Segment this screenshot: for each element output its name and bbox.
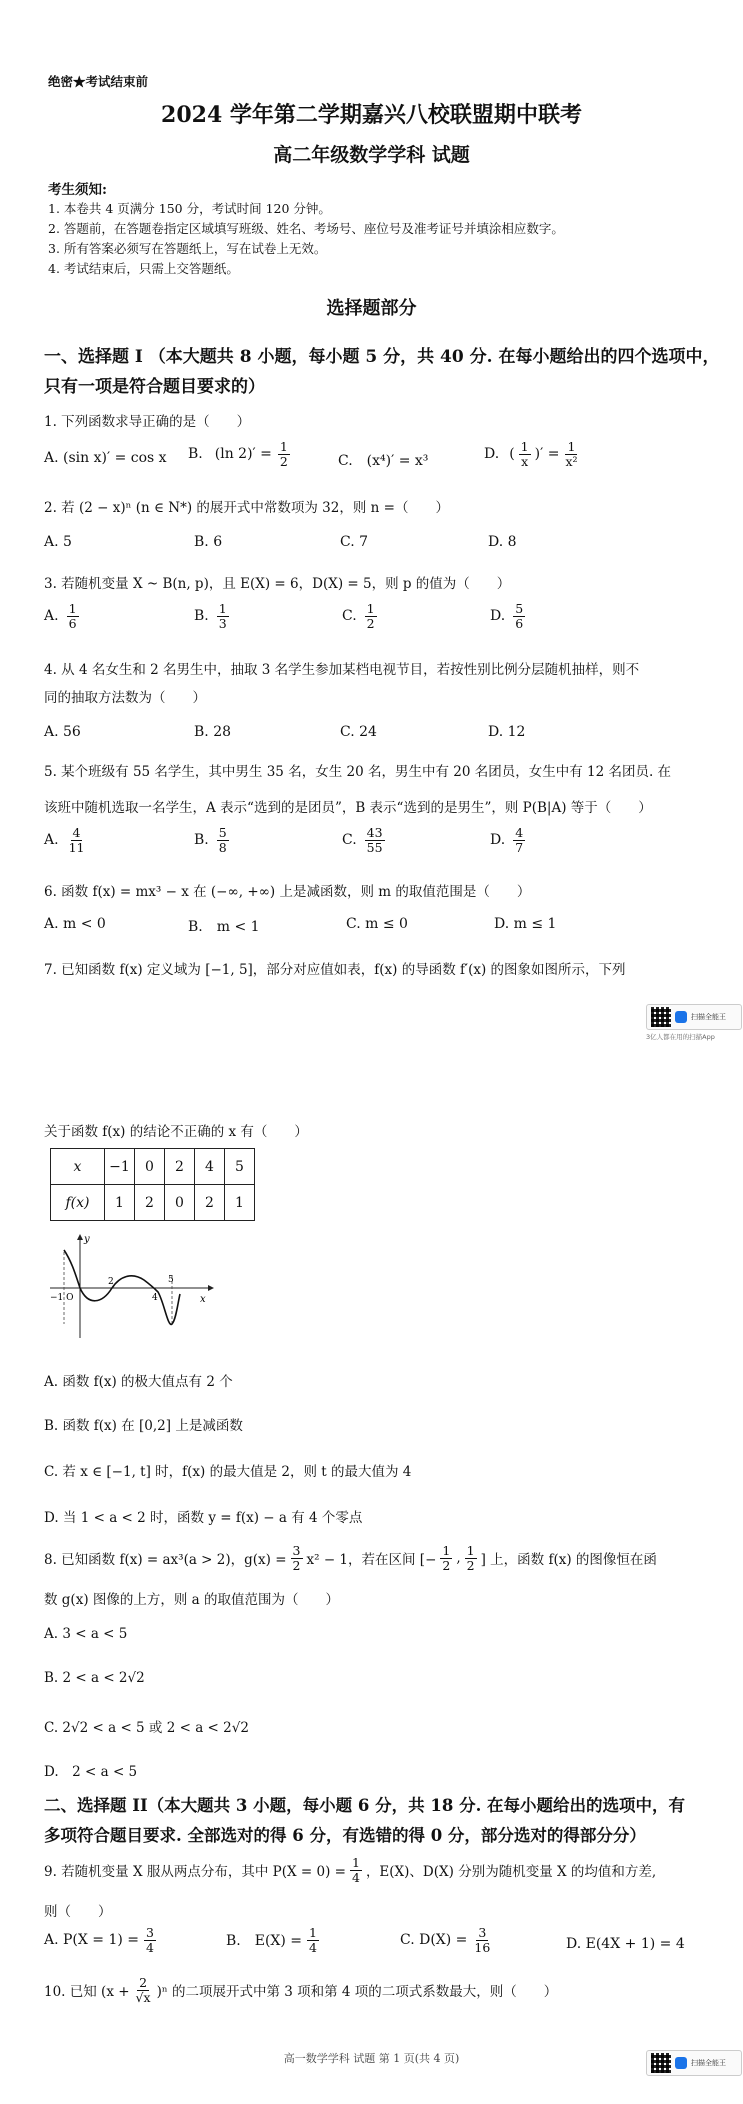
scanner-watermark [646, 1004, 742, 1030]
q9-text: ，E(X)、D(X) 分别为随机变量 X 的均值和方差, [365, 1864, 657, 1881]
section1-line1: 一、选择题 I （本大题共 8 小题，每小题 5 分，共 40 分. 在每小题给出的四个选项中， [44, 347, 720, 367]
q6-stem: 6. 函数 f(x) = mx³ − x 在 (−∞, +∞) 上是减函数，则 m 的取值范围是（ ） [44, 884, 531, 900]
denominator: 16 [474, 1939, 491, 1955]
q9-option-d: D. E(4X + 1) = 4 [566, 1936, 685, 1952]
q4-option-a: A. 56 [44, 724, 81, 740]
denominator: 2 [366, 615, 375, 631]
q7-value-table [50, 1148, 255, 1221]
option-label: A. [44, 608, 59, 625]
q6-option-d: D. m ≤ 1 [494, 916, 557, 932]
notice-item: 2. 答题前，在答题卷指定区域填写班级、姓名、考场号、座位号及准考证号并填涂相应数字。 [48, 221, 564, 236]
q8-interval-fraction [440, 1544, 452, 1573]
denominator: 3 [218, 615, 227, 631]
q1-b-fraction [278, 440, 290, 469]
table-cell: 2 [135, 1185, 165, 1221]
option-fraction [217, 826, 229, 855]
table-cell: 1 [225, 1185, 255, 1221]
numerator: 1 [366, 601, 375, 616]
numerator: 1 [279, 439, 288, 454]
denominator: 4 [309, 1939, 317, 1955]
q8-text: 8. 已知函数 f(x) = ax³(a > 2)，g(x) = [44, 1552, 287, 1569]
table-cell: 4 [195, 1149, 225, 1185]
q4-option-b: B. 28 [194, 724, 232, 740]
y-axis-arrow [77, 1234, 83, 1240]
q8-option-c: C. 2√2 < a < 5 或 2 < a < 2√2 [44, 1720, 249, 1736]
q9-option-b [226, 1926, 321, 1955]
q5-option-a [44, 826, 88, 855]
q7-option-a: A. 函数 f(x) 的极大值点有 2 个 [44, 1374, 233, 1390]
numerator: 2 [139, 1975, 148, 1990]
q1-d-fraction2 [563, 440, 579, 469]
notice-item: 1. 本卷共 4 页满分 150 分，考试时间 120 分钟。 [48, 201, 331, 216]
numerator: 1 [309, 1925, 317, 1940]
graph-tick-4: 4 [152, 1293, 158, 1303]
q5-option-b [194, 826, 231, 855]
q7-line1: 7. 已知函数 f(x) 定义域为 [−1, 5]，部分对应值如表，f(x) 的导函数 f′(x) 的图象如图所示，下列 [44, 962, 626, 978]
q5-line2: 该班中随机选取一名学生，A 表示“选到的是团员”，B 表示“选到的是男生”，则 P(B|A) 等于（ ） [44, 800, 652, 816]
q3-option-c [342, 602, 379, 631]
option-label: D. [490, 832, 506, 849]
q2-option-c: C. 7 [340, 534, 369, 550]
q5-option-d [490, 826, 527, 855]
q3-option-b [194, 602, 231, 631]
numerator: 5 [218, 825, 227, 840]
q2-option-d: D. 8 [488, 534, 517, 550]
table-cell: 0 [165, 1185, 195, 1221]
scanner-logo-icon [675, 1011, 687, 1023]
q3-option-d [490, 602, 527, 631]
q4-line1: 4. 从 4 名女生和 2 名男生中，抽取 3 名学生参加某档电视节目，若按性别比例分层随机抽样，则不 [44, 662, 640, 678]
scanner-brand: 扫描全能王 [691, 1013, 726, 1021]
scanner-tagline: 3亿人都在用的扫描App [646, 1033, 715, 1041]
q1-option-a: A. (sin x)′ = cos x [44, 450, 167, 466]
option-label: C. [342, 832, 357, 849]
page-footer: 高一数学学科 试题 第 1 页(共 4 页) [283, 2052, 460, 2065]
option-label: B. [194, 832, 209, 849]
option-fraction [307, 1926, 319, 1955]
option-fraction [513, 826, 525, 855]
q8-g-fraction [291, 1544, 303, 1573]
q4-line2: 同的抽取方法数为（ ） [44, 690, 206, 706]
option-text: B. E(X) = [226, 1933, 303, 1950]
notice-item: 3. 所有答案必须写在答题纸上，写在试卷上无效。 [48, 241, 327, 256]
option-label: A. [44, 832, 59, 849]
denominator: 2 [466, 1557, 475, 1573]
table-header-fx: f(x) [51, 1185, 105, 1221]
q1-stem: 1. 下列函数求导正确的是（ ） [44, 414, 251, 430]
q9-text: 9. 若随机变量 X 服从两点分布，其中 P(X = 0) = [44, 1864, 346, 1881]
section2-line1: 二、选择题 II（本大题共 3 小题，每小题 6 分，共 18 分. 在每小题给出的选项中，有 [44, 1796, 686, 1815]
denominator: 8 [218, 839, 227, 855]
q8-interval-fraction [465, 1544, 477, 1573]
denominator: 7 [515, 839, 524, 855]
q5-option-c [342, 826, 387, 855]
numerator: 1 [218, 601, 227, 616]
numerator: 3 [292, 1543, 301, 1558]
q1-b-label: B. [188, 446, 203, 463]
denominator: x² [565, 453, 578, 469]
exam-subtitle: 高二年级数学学科 试题 [273, 144, 470, 166]
q8-text: , [456, 1550, 461, 1567]
scanner-watermark-bottom [646, 2050, 742, 2076]
numerator: 1 [567, 439, 576, 454]
option-label: D. [490, 608, 506, 625]
q9-option-c [400, 1926, 494, 1955]
notice-heading: 考生须知: [48, 182, 107, 198]
q4-option-d: D. 12 [488, 724, 526, 740]
q1-option-b [188, 440, 292, 469]
q1-d-expr1: ( [509, 446, 515, 463]
part-title: 选择题部分 [326, 298, 417, 319]
graph-label-y: y [84, 1234, 90, 1245]
q7-line2: 关于函数 f(x) 的结论不正确的 x 有（ ） [44, 1124, 308, 1140]
q8-line2: 数 g(x) 图像的上方，则 a 的取值范围为（ ） [44, 1592, 340, 1608]
scanner-logo-icon [675, 2057, 687, 2069]
numerator: 1 [68, 601, 77, 616]
graph-label-x: x [200, 1294, 206, 1305]
q9-line1 [44, 1856, 656, 1885]
q10-text: 10. 已知 (x + [44, 1984, 130, 2001]
q7-option-c: C. 若 x ∈ [−1, t] 时，f(x) 的最大值是 2，则 t 的最大值为 4 [44, 1464, 412, 1480]
option-fraction [472, 1926, 492, 1955]
option-text: A. P(X = 1) = [44, 1932, 140, 1949]
table-cell: 0 [135, 1149, 165, 1185]
q1-d-fraction1 [519, 440, 531, 469]
denominator: 2 [442, 1557, 451, 1573]
option-fraction [217, 602, 229, 631]
table-cell: 2 [165, 1149, 195, 1185]
denominator: √x [135, 1989, 151, 2005]
q1-d-expr2: )′ = [534, 446, 560, 463]
q2-option-a: A. 5 [44, 534, 72, 550]
q1-b-expr: (ln 2)′ = [214, 446, 272, 463]
numerator: 43 [366, 825, 383, 840]
table-cell: 5 [225, 1149, 255, 1185]
q1-d-label: D. [484, 446, 500, 463]
table-row [51, 1149, 255, 1185]
q4-option-c: C. 24 [340, 724, 377, 740]
derivative-curve [64, 1250, 180, 1324]
section1-line2: 只有一项是符合题目要求的） [44, 377, 265, 397]
numerator: 1 [466, 1543, 475, 1558]
option-text: C. D(X) = [400, 1932, 468, 1949]
section2-line2: 多项符合题目要求. 全部选对的得 6 分，有选错的得 0 分，部分选对的得部分分） [44, 1826, 646, 1845]
numerator: 1 [520, 439, 529, 454]
x-axis-arrow [208, 1285, 214, 1291]
secret-label: 绝密★考试结束前 [48, 74, 149, 89]
denominator: 2 [292, 1557, 301, 1573]
derivative-graph [48, 1232, 218, 1342]
q2-option-b: B. 6 [194, 534, 223, 550]
q3-stem: 3. 若随机变量 X ~ B(n, p)，且 E(X) = 6，D(X) = 5，则 p 的值为（ ） [44, 576, 511, 592]
numerator: 1 [442, 1543, 451, 1558]
q5-line1: 5. 某个班级有 55 名学生，其中男生 35 名，女生 20 名，男生中有 20 名团员，女生中有 12 名团员. 在 [44, 764, 672, 780]
table-cell: 1 [105, 1185, 135, 1221]
table-cell: −1 [105, 1149, 135, 1185]
q8-text: x² − 1，若在区间 [− [306, 1552, 437, 1569]
numerator: 5 [515, 601, 524, 616]
table-row [51, 1185, 255, 1221]
q6-option-a: A. m < 0 [44, 916, 106, 932]
numerator: 3 [478, 1925, 487, 1940]
numerator: 4 [515, 825, 524, 840]
graph-tick-2: 2 [108, 1277, 114, 1287]
q7-option-d: D. 当 1 < a < 2 时，函数 y = f(x) − a 有 4 个零点 [44, 1510, 363, 1526]
q9-line2: 则（ ） [44, 1904, 112, 1920]
denominator: 6 [68, 615, 77, 631]
q6-option-b: B. m < 1 [188, 919, 260, 935]
option-label: C. [342, 608, 357, 625]
denominator: 4 [146, 1939, 154, 1955]
option-fraction [513, 602, 525, 631]
denominator: 55 [366, 839, 383, 855]
q7-option-b: B. 函数 f(x) 在 [0,2] 上是减函数 [44, 1418, 243, 1434]
q3-option-a [44, 602, 81, 631]
table-cell: 2 [195, 1185, 225, 1221]
denominator: 6 [515, 615, 524, 631]
denominator: 11 [68, 839, 85, 855]
option-fraction [67, 602, 79, 631]
q6-option-c: C. m ≤ 0 [346, 916, 408, 932]
qr-code-icon [651, 1007, 671, 1027]
numerator: 1 [351, 1855, 360, 1870]
q8-line1 [44, 1544, 657, 1573]
table-header-x: x [51, 1149, 105, 1185]
qr-code-icon [651, 2053, 671, 2073]
q10-text: )ⁿ 的二项展开式中第 3 项和第 4 项的二项式系数最大，则（ ） [156, 1984, 558, 2001]
denominator: 2 [279, 453, 288, 469]
q10-fraction [134, 1976, 153, 2005]
q8-option-b: B. 2 < a < 2√2 [44, 1670, 145, 1686]
option-fraction [365, 602, 377, 631]
q1-option-d [484, 440, 582, 469]
q2-stem: 2. 若 (2 − x)ⁿ (n ∈ N*) 的展开式中常数项为 32，则 n =（ ） [44, 500, 449, 516]
graph-label-origin: −1 O [50, 1293, 74, 1303]
q9-p-fraction [350, 1856, 362, 1885]
denominator: 4 [351, 1869, 360, 1885]
option-fraction [365, 826, 385, 855]
denominator: x [521, 453, 529, 469]
scanner-brand: 扫描全能王 [691, 2059, 726, 2067]
q9-option-a [44, 1926, 158, 1955]
q8-option-d: D. 2 < a < 5 [44, 1764, 138, 1780]
graph-tick-5: 5 [168, 1275, 174, 1285]
option-label: B. [194, 608, 209, 625]
q10-stem [44, 1976, 557, 2005]
notice-item: 4. 考试结束后，只需上交答题纸。 [48, 261, 239, 276]
q8-text: ] 上，函数 f(x) 的图像恒在函 [480, 1552, 657, 1569]
exam-title: 2024 学年第二学期嘉兴八校联盟期中联考 [161, 102, 582, 128]
q8-option-a: A. 3 < a < 5 [44, 1626, 128, 1642]
option-fraction [144, 1926, 156, 1955]
numerator: 4 [72, 825, 81, 840]
option-fraction [67, 826, 87, 855]
numerator: 3 [146, 1925, 154, 1940]
q1-option-c: C. (x⁴)′ = x³ [338, 453, 429, 469]
